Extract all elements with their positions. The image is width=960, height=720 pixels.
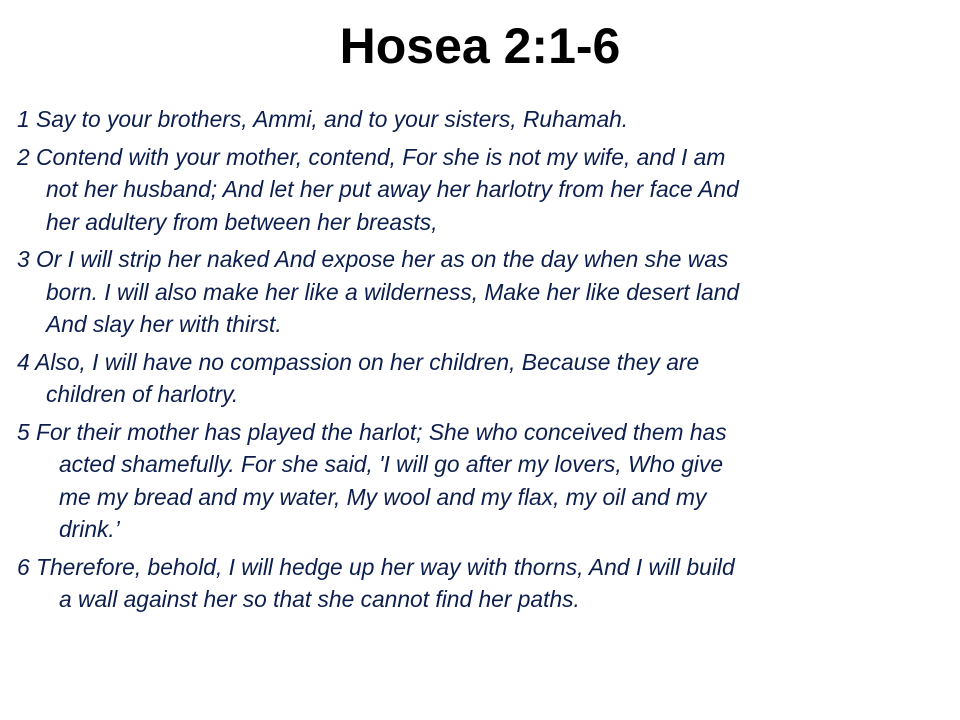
verse-1 — [17, 103, 947, 136]
verse-5 — [17, 416, 947, 546]
verse-3 — [17, 243, 947, 341]
verse-2 — [17, 141, 947, 239]
verse-line: 1 Say to your brothers, Ammi, and to your sisters, Ruhamah. — [17, 106, 629, 132]
verse-line: drink.’ — [59, 516, 120, 542]
verse-4 — [17, 346, 947, 411]
verse-line: acted shamefully. For she said, 'I will go after my lovers, Who give — [59, 451, 724, 477]
verse-line: 3 Or I will strip her naked And expose her as on the day when she was — [17, 246, 729, 272]
verse-line: a wall against her so that she cannot find her paths. — [59, 586, 580, 612]
verse-6 — [17, 551, 947, 616]
verse-line: born. I will also make her like a wilderness, Make her like desert land — [46, 278, 740, 305]
verse-line: 6 Therefore, behold, I will hedge up her way with thorns, And I will build — [17, 553, 735, 580]
verse-line: And slay her with thirst. — [46, 311, 282, 337]
verse-line: her adultery from between her breasts, — [46, 208, 438, 235]
slide-title: Hosea 2:1-6 — [339, 18, 621, 74]
verse-line: not her husband; And let her put away her harlotry from her face And — [46, 176, 739, 202]
verse-line: 2 Contend with your mother, contend, For she is not my wife, and I am — [17, 143, 726, 170]
verse-line: 5 For their mother has played the harlot; She who conceived them has — [17, 418, 727, 445]
verse-line: children of harlotry. — [46, 381, 239, 407]
verse-list — [17, 103, 947, 621]
verse-line: 4 Also, I will have no compassion on her children, Because they are — [17, 348, 700, 375]
verse-line: me my bread and my water, My wool and my flax, my oil and my — [59, 483, 707, 510]
